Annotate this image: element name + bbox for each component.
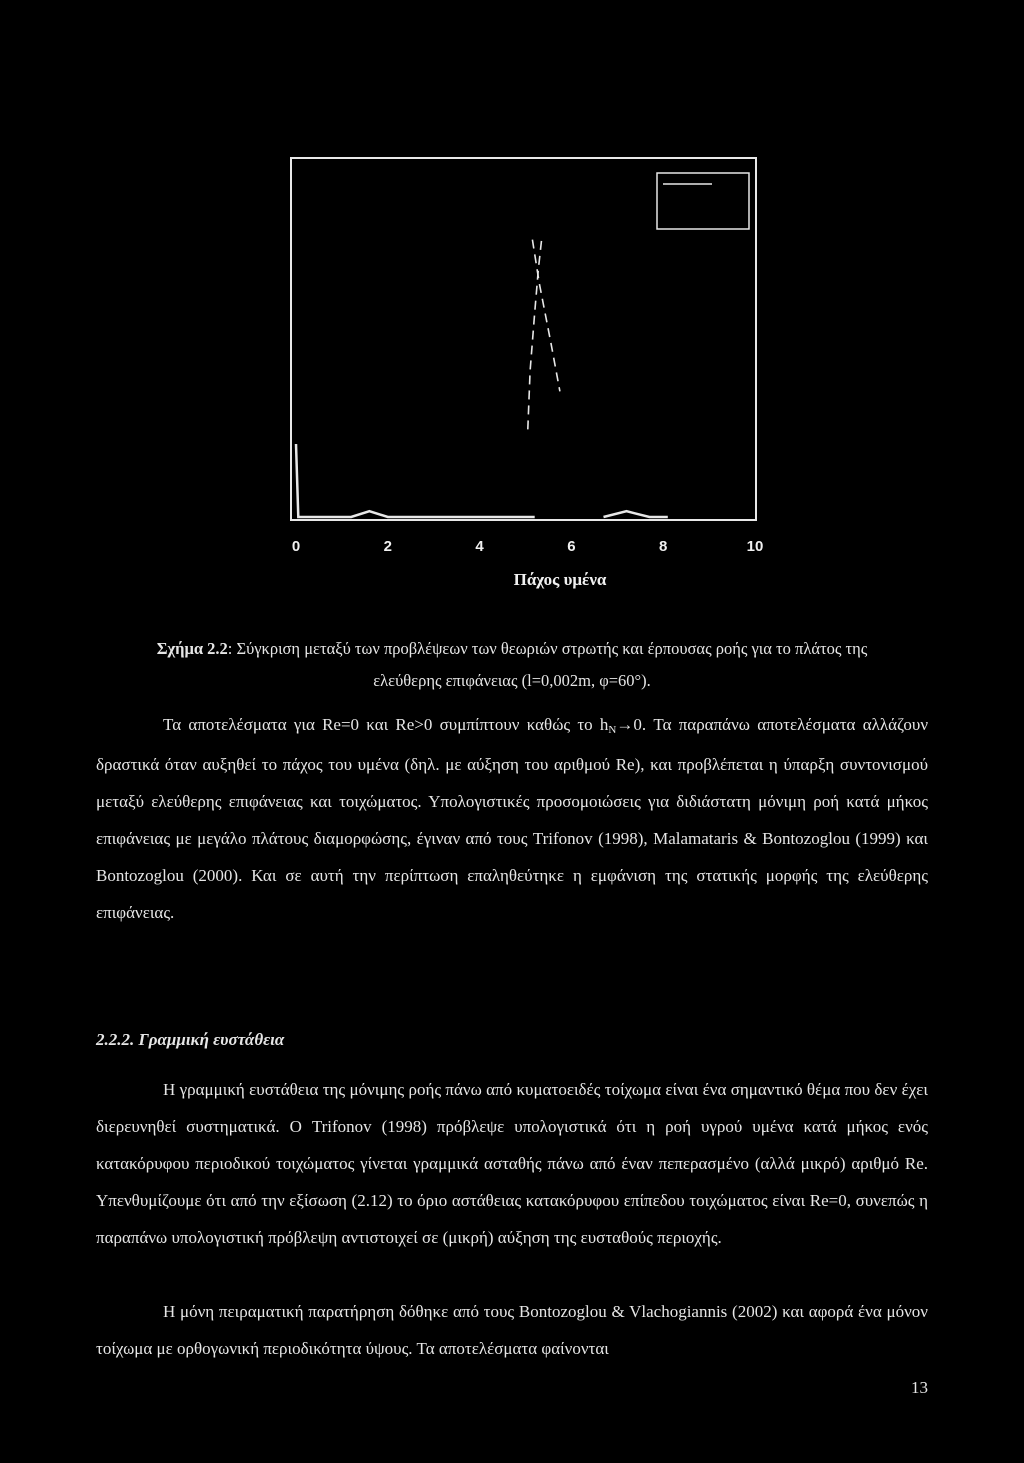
x-tick-label: 10 xyxy=(746,538,764,555)
figure xyxy=(0,0,1024,600)
chart-series-3 xyxy=(532,240,560,392)
paragraph-experimental: Η μόνη πειραματική παρατήρηση δόθηκε από τους Bontozoglou & Vlachogiannis (2002) και αφορά ένα μόνον τοίχωμα με ορθογωνική περιοδικότητα ύψους. Τα αποτελέσματα φαίνονται xyxy=(96,1302,928,1358)
page-number: 13 xyxy=(911,1378,928,1397)
paragraph-results xyxy=(96,706,928,931)
chart-series-2 xyxy=(528,240,542,430)
paragraph-results-part2: →0. Τα παραπάνω αποτελέσματα αλλάζουν δραστικά όταν αυξηθεί το πάχος του υμένα (δηλ. με αύξηση του αριθμού Re), και προβλέπεται η ύπαρξη συντονισμού μεταξύ ελεύθερης επιφάνειας και τοιχώματος. Υπολογιστικές προσομοιώσεις για διδιάστατη μόνιμη ροή κατά μήκος επιφάνειας με μεγάλο πλάτους διαμορφώσης, έγιναν από τους Trifonov (1998), Malamataris & Bontozoglou (1999) και Bontozoglou (2000). Και σε αυτή την περίπτωση επαληθεύτηκε η εμφάνιση της στατικής μορφής της ελεύθερης επιφάνειας. xyxy=(96,715,928,922)
legend-box xyxy=(657,173,749,229)
x-axis-label: Πάχος υμένα xyxy=(513,570,607,589)
series-layer xyxy=(296,240,668,517)
paragraph-results-part1: Τα αποτελέσματα για Re=0 και Re>0 συμπίπτουν καθώς το h xyxy=(163,715,609,734)
x-tick-label: 8 xyxy=(659,538,668,555)
x-tick-label: 2 xyxy=(383,538,392,555)
chart-series-4 xyxy=(604,511,668,517)
x-tick-label: 0 xyxy=(291,538,301,555)
figure-caption xyxy=(96,633,928,697)
plot-area xyxy=(0,0,1024,600)
caption-text-line1: : Σύγκριση μεταξύ των προβλέψεων των θεωριών στρωτής και έρπουσας ροής για το πλάτος της xyxy=(227,639,868,658)
x-tick-label: 4 xyxy=(475,538,484,555)
subscript-n: N xyxy=(608,724,617,736)
caption-label: Σχήμα 2.2 xyxy=(156,639,228,658)
caption-text-line2: ελεύθερης επιφάνειας (l=0,002m, φ=60°). xyxy=(373,671,651,690)
plot-frame xyxy=(291,158,756,520)
section-heading: 2.2.2. Γραμμική ευστάθεια xyxy=(96,1030,285,1049)
paragraph-linear-stability: Η γραμμική ευστάθεια της μόνιμης ροής πάνω από κυματοειδές τοίχωμα είναι ένα σημαντικό θέμα που δεν έχει διερευνηθεί συστηματικά. Ο Trifonov (1998) πρόβλεψε υπολογιστικά ότι η ροή υγρού υμένα κατά μήκος ενός κατακόρυφου περιοδικού τοιχώματος γίνεται γραμμικά ασταθής πάνω από έναν πεπερασμένο (αλλά μικρό) αριθμό Re. Υπενθυμίζουμε ότι από την εξίσωση (2.12) το όριο αστάθειας κατακόρυφου επίπεδου τοιχώματος είναι Re=0, συνεπώς η παραπάνω υπολογιστική πρόβλεψη αντιστοιχεί σε (μικρή) αύξηση της ευσταθούς περιοχής. xyxy=(96,1080,928,1247)
x-tick-label: 6 xyxy=(567,538,576,555)
chart-series-1 xyxy=(296,444,535,517)
